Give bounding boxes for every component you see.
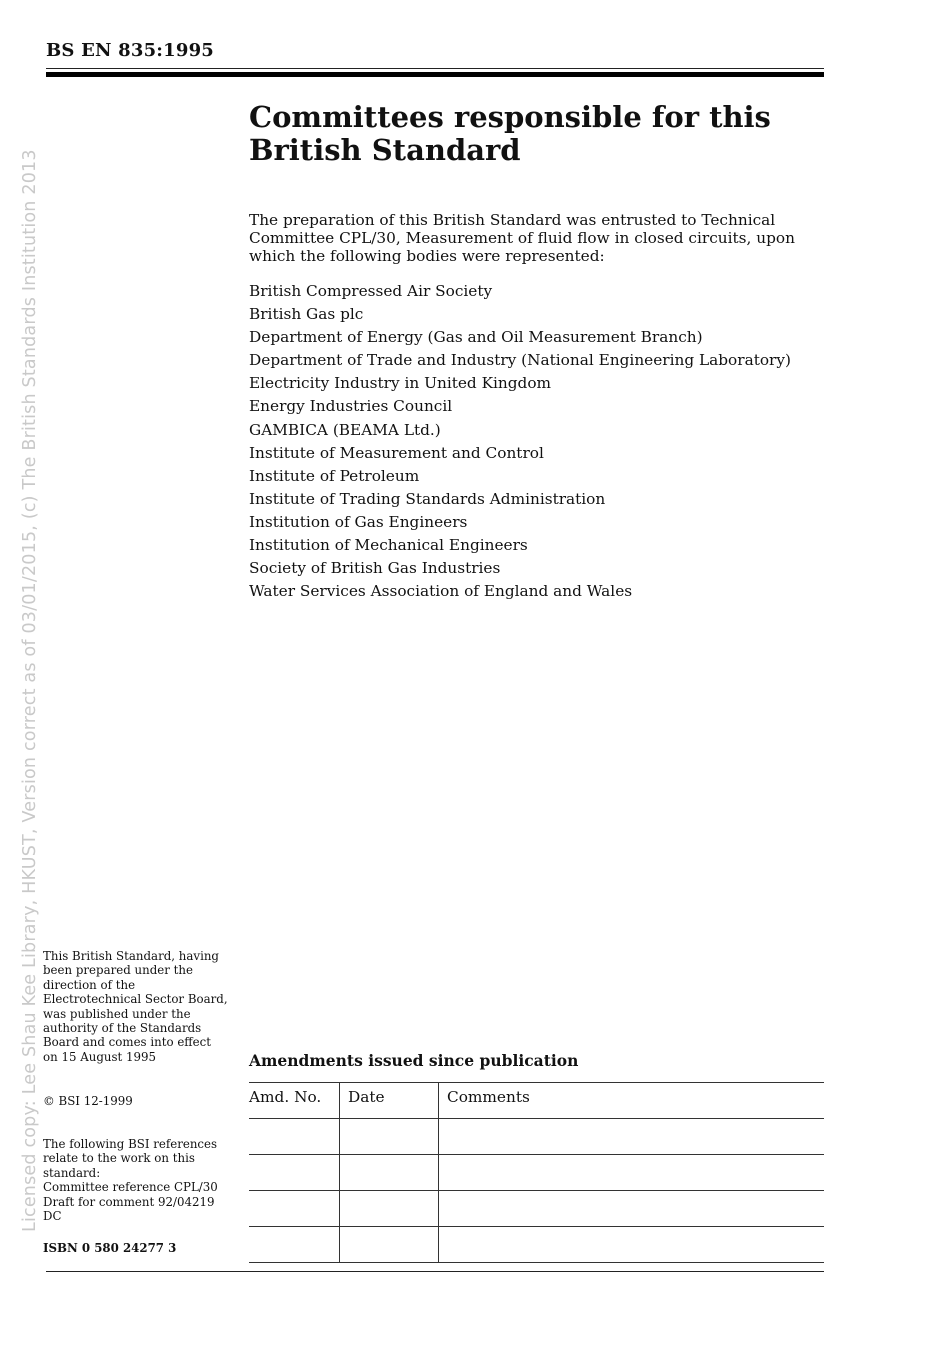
table-cell: [340, 1191, 439, 1227]
amendments-title: Amendments issued since publication: [249, 1051, 579, 1070]
table-cell: [439, 1119, 825, 1155]
table-cell: [249, 1227, 340, 1263]
table-cell: [249, 1191, 340, 1227]
isbn: ISBN 0 580 24277 3: [43, 1241, 177, 1255]
table-cell: [340, 1155, 439, 1191]
table-row: [249, 1227, 824, 1263]
table-cell: [439, 1155, 825, 1191]
list-item: Electricity Industry in United Kingdom: [249, 374, 552, 393]
list-item: British Compressed Air Society: [249, 282, 493, 300]
footer-rule: [46, 1271, 824, 1272]
represented-bodies-list: [249, 281, 791, 604]
table-row: [249, 1191, 824, 1227]
table-cell: [249, 1155, 340, 1191]
table-cell: [340, 1119, 439, 1155]
list-item: Energy Industries Council: [249, 397, 453, 416]
table-cell: [249, 1119, 340, 1155]
list-item: Institute of Petroleum: [249, 466, 420, 485]
copyright-notice: © BSI 12-1999: [43, 1094, 133, 1108]
table-cell: [340, 1227, 439, 1263]
list-item: Institution of Gas Engineers: [249, 512, 468, 531]
list-item: Department of Trade and Industry (National Engineering Laboratory): [249, 351, 791, 370]
header-rule-thin: [46, 68, 824, 69]
intro-paragraph: The preparation of this British Standard was entrusted to Technical Committee CPL/30, Measurement of fluid flow in closed circuits, upon which the following bodies were represented:: [249, 211, 795, 266]
column-header-comments: Comments: [439, 1083, 825, 1119]
license-watermark: Licensed copy: Lee Shau Kee Library, HKUST, Version correct as of 03/01/2015, (c) The British Standards Institution 2013: [20, 149, 40, 1232]
amendments-table: [249, 1082, 824, 1263]
document-code: BS EN 835:1995: [46, 40, 215, 61]
list-item: British Gas plc: [249, 305, 364, 324]
table-header-row: [249, 1083, 824, 1119]
column-header-date: Date: [340, 1083, 439, 1119]
bsi-references: [43, 1137, 235, 1223]
list-item: Institute of Measurement and Control: [249, 443, 544, 462]
draft-reference: Draft for comment 92/04219 DC: [43, 1194, 215, 1224]
list-item: Society of British Gas Industries: [249, 559, 501, 578]
header-rule-thick: [46, 72, 824, 77]
list-item: Water Services Association of England and Wales: [249, 582, 633, 601]
list-item: Department of Energy (Gas and Oil Measurement Branch): [249, 328, 703, 347]
table-cell: [439, 1191, 825, 1227]
table-row: [249, 1119, 824, 1155]
page-title: Committees responsible for this British Standard: [249, 100, 771, 167]
publication-note: This British Standard, having been prepared under the direction of the Electrotechnical Sector Board, was published under the authority of the Standards Board and comes into effect on 15 August 1995: [43, 949, 228, 1064]
table-cell: [439, 1227, 825, 1263]
references-intro: The following BSI references relate to the work on this standard:: [43, 1137, 218, 1180]
list-item: Institute of Trading Standards Administration: [249, 489, 606, 508]
list-item: GAMBICA (BEAMA Ltd.): [249, 420, 441, 439]
list-item: Institution of Mechanical Engineers: [249, 536, 528, 555]
committee-reference: Committee reference CPL/30: [43, 1180, 218, 1195]
table-row: [249, 1155, 824, 1191]
column-header-amd-no: Amd. No.: [249, 1083, 340, 1119]
